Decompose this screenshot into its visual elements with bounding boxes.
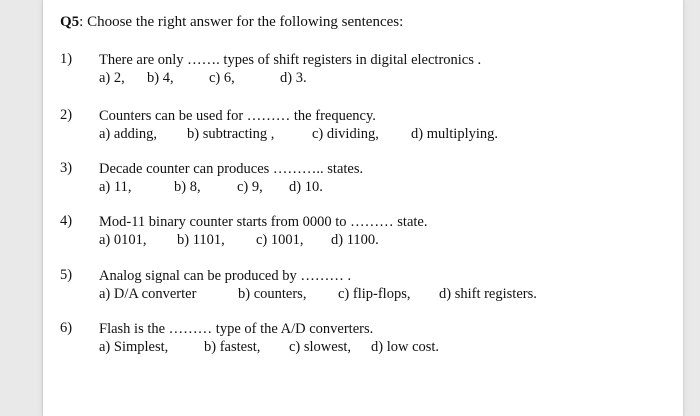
answer-options xyxy=(99,125,498,143)
option-c: c) 9, xyxy=(237,179,263,195)
option-b: b) subtracting , xyxy=(187,126,275,142)
question-number: 6) xyxy=(60,320,73,336)
answer-options xyxy=(99,69,481,87)
option-a: a) 0101, xyxy=(99,232,147,248)
option-c: c) 1001, xyxy=(256,232,304,248)
option-d: d) 3. xyxy=(280,70,307,86)
answer-options xyxy=(99,338,440,356)
question-instruction: : Choose the right answer for the following sentences: xyxy=(79,14,404,30)
option-d: d) 10. xyxy=(289,179,323,195)
answer-options xyxy=(99,231,427,249)
option-c: c) 6, xyxy=(209,70,235,86)
option-c: c) dividing, xyxy=(312,126,379,142)
question-number: 2) xyxy=(60,107,73,123)
answer-options xyxy=(99,178,363,196)
question-heading xyxy=(60,14,403,31)
option-a: a) 11, xyxy=(99,179,132,195)
question-text: Mod-11 binary counter starts from 0000 to ……… state. xyxy=(99,214,428,230)
option-b: b) fastest, xyxy=(204,339,261,355)
question-text: Analog signal can be produced by ……… . xyxy=(99,268,352,284)
question-number: 4) xyxy=(60,213,73,229)
question-text: Decade counter can produces ……….. states. xyxy=(99,161,364,177)
question-text: Flash is the ……… type of the A/D converters. xyxy=(99,321,374,337)
option-c: c) flip-flops, xyxy=(338,286,411,302)
option-d: d) low cost. xyxy=(371,339,440,355)
option-d: d) multiplying. xyxy=(411,126,498,142)
option-b: b) counters, xyxy=(238,286,307,302)
option-a: a) adding, xyxy=(99,126,157,142)
option-d: d) 1100. xyxy=(331,232,379,248)
option-b: b) 1101, xyxy=(177,232,225,248)
question-number: 3) xyxy=(60,160,73,176)
option-b: b) 4, xyxy=(147,70,174,86)
option-a: a) D/A converter xyxy=(99,286,197,302)
answer-options xyxy=(99,285,537,303)
option-a: a) 2, xyxy=(99,70,125,86)
option-c: c) slowest, xyxy=(289,339,352,355)
option-a: a) Simplest, xyxy=(99,339,169,355)
question-number: 1) xyxy=(60,51,73,67)
question-text: There are only ……. types of shift registers in digital electronics . xyxy=(99,52,482,68)
question-label: Q5 xyxy=(60,14,80,30)
question-number: 5) xyxy=(60,267,73,283)
option-d: d) shift registers. xyxy=(439,286,537,302)
question-text: Counters can be used for ……… the frequency. xyxy=(99,108,376,124)
option-b: b) 8, xyxy=(174,179,201,195)
document-page xyxy=(42,0,684,416)
